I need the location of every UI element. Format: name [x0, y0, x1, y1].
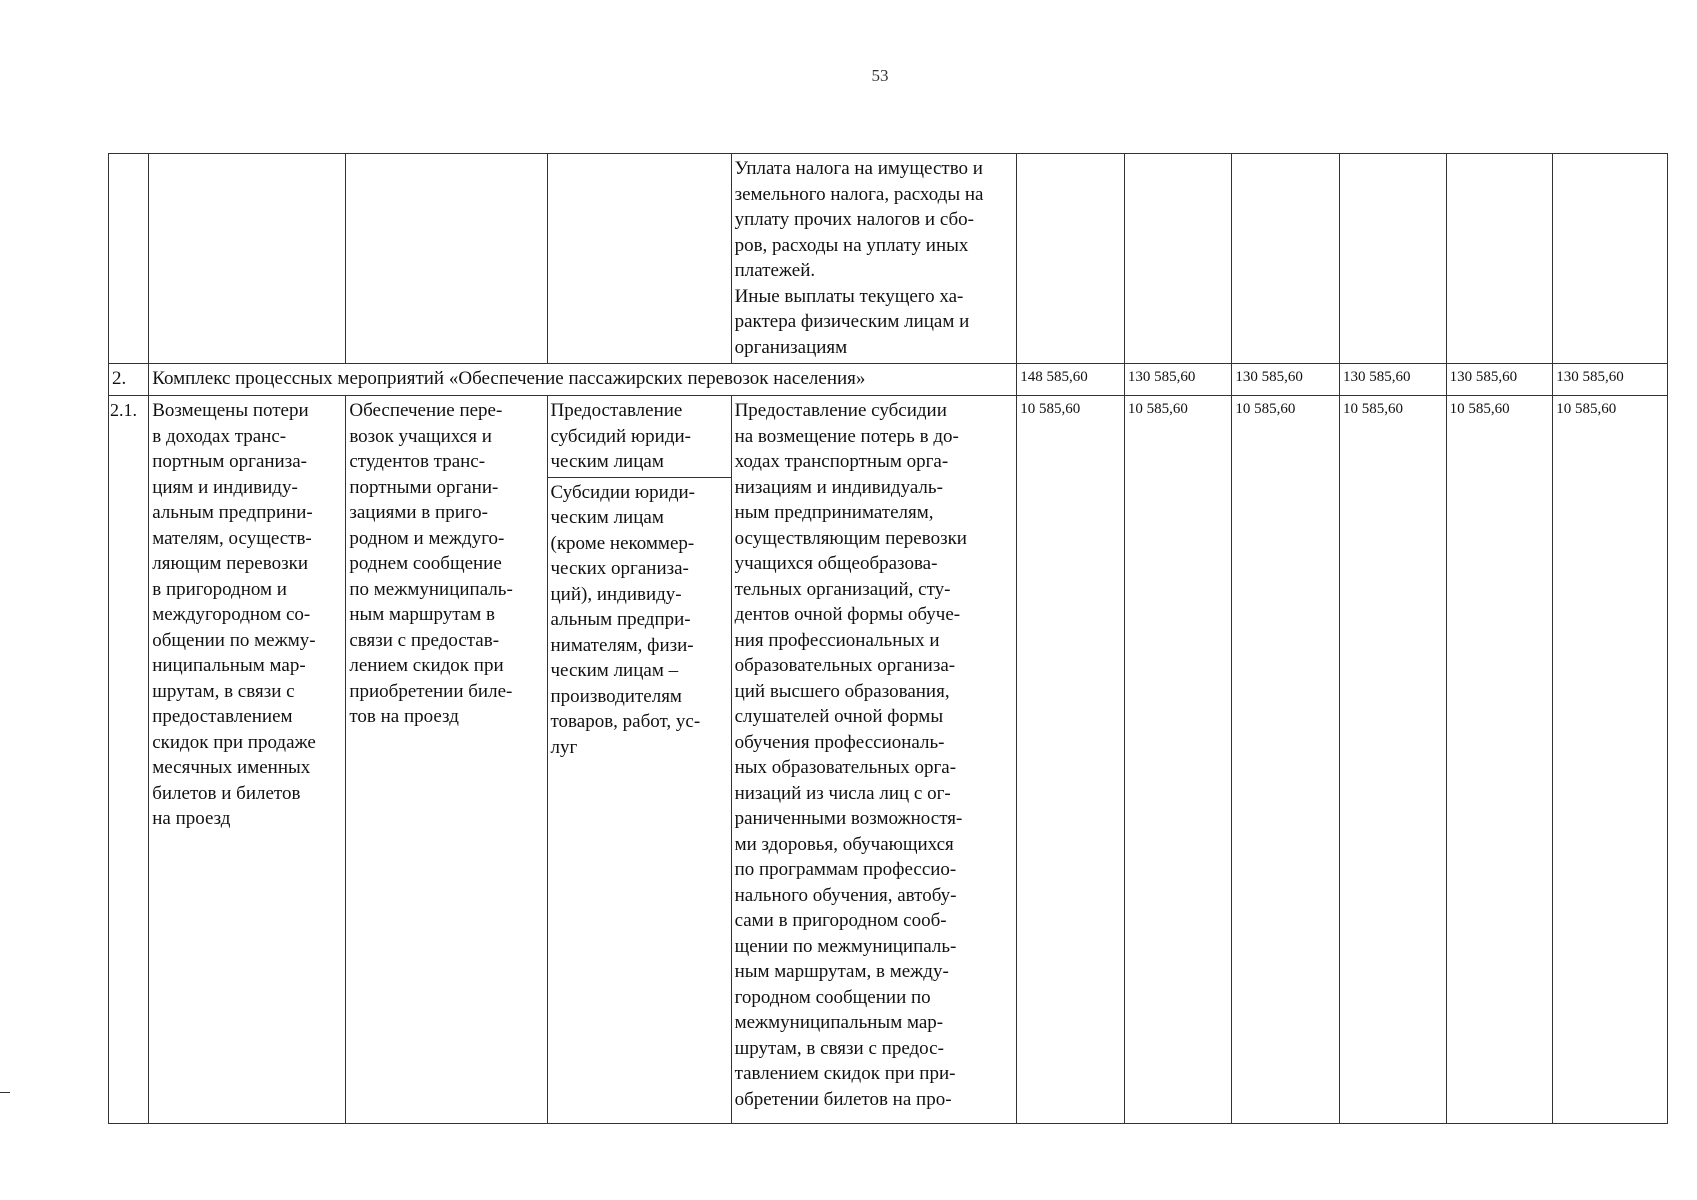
cell-row-number: 2.: [109, 364, 149, 396]
cell-empty: [346, 154, 547, 364]
cell-value: 10 585,60: [1553, 396, 1668, 1124]
cell-value: 130 585,60: [1553, 364, 1668, 396]
cell-value: 10 585,60: [1017, 396, 1125, 1124]
table-row-continuation: [109, 154, 1668, 364]
cell-measure-description: Предоставление субсидии на возмещение потерь в до- ходах транспортным орга- низациям и индивидуаль- ным предпринимателям, осуществляющим перевозки учащихся общеобразова- тельных организаций, сту- дентов очной формы обуче- ния профессиональных и образовательных организа- ций высшего образования, слушателей очной формы обучения профессиональ- ных образовательных орга- низаций из числа лиц с ог- раниченными возможностя- ми здоровья, обучающихся по программам профессио- нального обучения, автобу- сами в пригородном сооб- щении по межмуниципаль- ным маршрутам, в между- городном сообщении по межмуниципальным мар- шрутам, в связи с предос- тавлением скидок при при- обретении билетов на про-: [731, 396, 1017, 1124]
margin-mark: [0, 1092, 10, 1093]
cell-value: 10 585,60: [1232, 396, 1340, 1124]
cell-value: 10 585,60: [1340, 396, 1447, 1124]
table-row-measure: [109, 396, 1668, 1124]
measure-type-top: Предоставление субсидий юриди- ческим лицам: [548, 396, 731, 478]
cell-value: 130 585,60: [1232, 364, 1340, 396]
cell-row-number: 2.1.: [109, 396, 149, 1124]
cell-measure: Обеспечение пере- возок учащихся и студентов транс- портными органи- зациями в приго- родном и междуго- роднем сообщение по межмуниципаль- ным маршрутам в связи с предостав- лением скидок при приобретении биле- тов на проезд: [346, 396, 547, 1124]
cell-empty: [1124, 154, 1232, 364]
cell-complex-title: Комплекс процессных мероприятий «Обеспечение пассажирских перевозок населения»: [149, 364, 1017, 396]
cell-empty: [1017, 154, 1125, 364]
cell-result: Возмещены потери в доходах транс- портным организа- циям и индивиду- альным предприни- мателям, осуществ- ляющим перевозки в пригородном и междугородном со- общении по межму- ниципальным мар- шрутам, в связи с предоставлением скидок при продаже месячных именных билетов и билетов на проезд: [149, 396, 346, 1124]
page-number: 53: [871, 66, 889, 85]
cell-value: 10 585,60: [1446, 396, 1553, 1124]
program-table: [108, 153, 1668, 1124]
cell-empty: [547, 154, 731, 364]
cell-value: 130 585,60: [1340, 364, 1447, 396]
cell-empty: [1340, 154, 1447, 364]
cell-value: 130 585,60: [1446, 364, 1553, 396]
cell-measure-type: [547, 396, 731, 1124]
cell-empty: [109, 154, 149, 364]
cell-empty: [1553, 154, 1668, 364]
cell-value: 148 585,60: [1017, 364, 1125, 396]
measure-type-bottom: Субсидии юриди- ческим лицам (кроме некоммер- ческих организа- ций), индивиду- альным предпри- нимателям, физи- ческим лицам – производителям товаров, работ, ус- луг: [550, 481, 701, 758]
cell-empty: [149, 154, 346, 364]
table-row-complex: [109, 364, 1668, 396]
cell-continuation-description: Уплата налога на имущество и земельного налога, расходы на уплату прочих налогов и сбо- ров, расходы на уплату иных платежей. Иные выплаты текущего ха- рактера физическим лицам и организациям: [731, 154, 1017, 364]
cell-empty: [1446, 154, 1553, 364]
cell-value: 130 585,60: [1124, 364, 1232, 396]
cell-value: 10 585,60: [1124, 396, 1232, 1124]
cell-empty: [1232, 154, 1340, 364]
